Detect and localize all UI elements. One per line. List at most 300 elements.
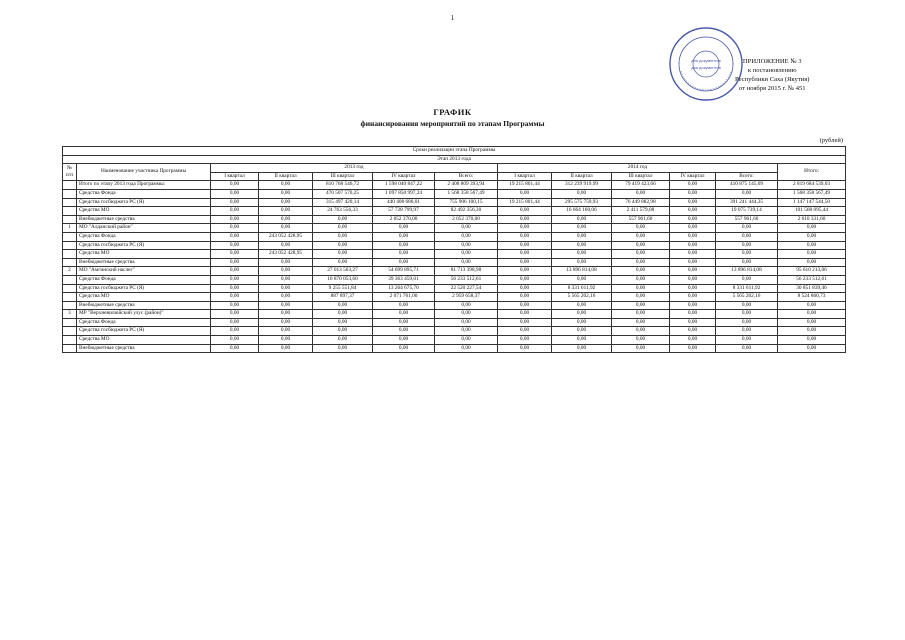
row-name-cell: Внебюджетные средства (77, 301, 211, 310)
value-cell: 0,00 (670, 318, 716, 327)
row-name-cell: Средства МО (77, 207, 211, 216)
value-cell: 810 768 546,72 (313, 181, 373, 190)
row-name-cell: Средства госбюджета РС (Я) (77, 241, 211, 250)
svg-text:для документов: для документов (691, 58, 721, 63)
value-cell: 0,00 (552, 318, 612, 327)
row-number-cell (63, 207, 77, 216)
value-cell: 0,00 (498, 241, 552, 250)
value-cell: 243 052 428,95 (259, 250, 313, 259)
table-row (63, 327, 846, 336)
value-cell: 13 896 814,08 (716, 267, 778, 276)
value-cell: 0,00 (313, 250, 373, 259)
value-cell: 0,00 (612, 189, 670, 198)
row-name-cell: МР "Верхневилюйский улус (район)" (77, 310, 211, 319)
value-cell: 0,00 (612, 336, 670, 345)
value-cell: 0,00 (552, 258, 612, 267)
row-number-cell (63, 301, 77, 310)
value-cell: 0,00 (259, 284, 313, 293)
value-cell: 0,00 (498, 215, 552, 224)
value-cell: 0,00 (612, 293, 670, 302)
value-cell: 0,00 (373, 250, 435, 259)
value-cell: 0,00 (552, 275, 612, 284)
value-cell: 0,00 (211, 293, 259, 302)
value-cell: 0,00 (259, 181, 313, 190)
value-cell: 470 507 570,25 (313, 189, 373, 198)
value-cell: 440 408 680,01 (373, 198, 435, 207)
value-cell: 0,00 (211, 241, 259, 250)
row-number-cell (63, 327, 77, 336)
value-cell: 0,00 (716, 344, 778, 353)
value-cell: 0,00 (211, 318, 259, 327)
header-cell: I квартал (211, 172, 259, 181)
value-cell: 0,00 (552, 241, 612, 250)
document-title: ГРАФИК (433, 107, 472, 117)
value-cell: 0,00 (435, 344, 498, 353)
row-number-cell (63, 344, 77, 353)
value-cell: 0,00 (716, 232, 778, 241)
value-cell: 0,00 (670, 284, 716, 293)
value-cell: 0,00 (435, 301, 498, 310)
row-name-cell: Средства Фонда (77, 232, 211, 241)
value-cell: 0,00 (373, 310, 435, 319)
value-cell: 39 363 459,01 (373, 275, 435, 284)
appendix-block (735, 57, 809, 93)
value-cell: 0,00 (211, 310, 259, 319)
value-cell: 0,00 (670, 327, 716, 336)
value-cell: 22 520 227,54 (435, 284, 498, 293)
value-cell: 82 492 356,30 (435, 207, 498, 216)
value-cell: 0,00 (612, 275, 670, 284)
row-name-cell: Внебюджетные средства (77, 258, 211, 267)
value-cell: 0,00 (313, 215, 373, 224)
appendix-line: от ноября 2015 г. № 451 (738, 85, 806, 92)
value-cell: 0,00 (435, 310, 498, 319)
value-cell: 0,00 (670, 189, 716, 198)
value-cell: 0,00 (373, 232, 435, 241)
table-row (63, 301, 846, 310)
value-cell: 8 331 611,92 (552, 284, 612, 293)
value-cell: 0,00 (313, 344, 373, 353)
value-cell: 2 052 370,00 (373, 215, 435, 224)
value-cell: 0,00 (612, 318, 670, 327)
row-number-cell (63, 198, 77, 207)
value-cell: 0,00 (373, 301, 435, 310)
value-cell: 95 610 213,06 (778, 267, 846, 276)
value-cell: 5 565 202,16 (716, 293, 778, 302)
value-cell: 0,00 (373, 318, 435, 327)
row-number-cell: 1 (63, 224, 77, 233)
value-cell: 0,00 (498, 344, 552, 353)
value-cell: 57 728 799,97 (373, 207, 435, 216)
value-cell: 0,00 (373, 241, 435, 250)
svg-text:для документов: для документов (691, 65, 721, 70)
value-cell: 0,00 (778, 310, 846, 319)
header-row (63, 164, 846, 173)
row-number-cell (63, 241, 77, 250)
value-cell: 0,00 (373, 344, 435, 353)
value-cell: 0,00 (498, 232, 552, 241)
value-cell: 0,00 (313, 327, 373, 336)
value-cell: 0,00 (670, 301, 716, 310)
value-cell: 0,00 (778, 327, 846, 336)
header-cell: Итого: (778, 164, 846, 181)
value-cell: 0,00 (373, 258, 435, 267)
value-cell: 0,00 (612, 250, 670, 259)
value-cell: 0,00 (778, 224, 846, 233)
value-cell: 0,00 (670, 224, 716, 233)
value-cell: 8 524 860,73 (778, 293, 846, 302)
table-row (63, 258, 846, 267)
official-seal-icon (667, 25, 745, 103)
value-cell: 0,00 (716, 310, 778, 319)
value-cell: 0,00 (498, 258, 552, 267)
row-name-cell: Средства Фонда (77, 189, 211, 198)
value-cell: 0,00 (670, 181, 716, 190)
value-cell: 0,00 (716, 241, 778, 250)
value-cell: 30 851 839,46 (778, 284, 846, 293)
value-cell: 1 598 040 847,22 (373, 181, 435, 190)
value-cell: 0,00 (435, 258, 498, 267)
value-cell: 0,00 (211, 258, 259, 267)
value-cell: 0,00 (778, 258, 846, 267)
value-cell: 0,00 (435, 327, 498, 336)
value-cell: 0,00 (373, 224, 435, 233)
value-cell: 0,00 (778, 336, 846, 345)
header-cell: Всего: (435, 172, 498, 181)
value-cell: 0,00 (552, 250, 612, 259)
value-cell: 0,00 (313, 318, 373, 327)
value-cell: 9 255 551,84 (313, 284, 373, 293)
value-cell: 0,00 (259, 215, 313, 224)
value-cell: 16 664 160,06 (552, 207, 612, 216)
value-cell: 0,00 (259, 258, 313, 267)
value-cell: 0,00 (211, 267, 259, 276)
value-cell: 0,00 (612, 267, 670, 276)
value-cell: 0,00 (211, 207, 259, 216)
value-cell: 0,00 (313, 301, 373, 310)
value-cell: 0,00 (435, 336, 498, 345)
row-number-cell (63, 189, 77, 198)
value-cell: 0,00 (211, 275, 259, 284)
value-cell: 0,00 (211, 189, 259, 198)
value-cell: 19 075 739,14 (716, 207, 778, 216)
row-number-cell (63, 318, 77, 327)
row-name-cell: Средства Фонда (77, 318, 211, 327)
value-cell: 0,00 (670, 215, 716, 224)
value-cell: 2 610 331,60 (778, 215, 846, 224)
value-cell: 54 699 895,71 (373, 267, 435, 276)
value-cell: 0,00 (612, 258, 670, 267)
value-cell: 0,00 (259, 275, 313, 284)
table-row (63, 275, 846, 284)
header-row (63, 155, 846, 164)
value-cell: 0,00 (498, 224, 552, 233)
header-cell: IV квартал (670, 172, 716, 181)
header-cell: № п/п (63, 164, 77, 181)
header-cell: 2013 год (211, 164, 498, 173)
value-cell: 0,00 (498, 189, 552, 198)
header-cell: II квартал (552, 172, 612, 181)
header-cell: Сроки реализации этапа Программы (63, 147, 846, 156)
value-cell: 0,00 (211, 250, 259, 259)
header-cell: Всего: (716, 172, 778, 181)
value-cell: 0,00 (435, 250, 498, 259)
appendix-line: Республики Саха (Якутия) (735, 76, 810, 83)
value-cell: 0,00 (716, 301, 778, 310)
value-cell: 0,00 (498, 293, 552, 302)
value-cell: 0,00 (259, 293, 313, 302)
appendix-line: к постановлению (747, 67, 797, 74)
value-cell: 0,00 (552, 232, 612, 241)
value-cell: 56 233 512,61 (778, 275, 846, 284)
value-cell: 0,00 (670, 258, 716, 267)
value-cell: 0,00 (259, 207, 313, 216)
value-cell: 0,00 (552, 189, 612, 198)
value-cell: 0,00 (612, 301, 670, 310)
value-cell: 0,00 (211, 215, 259, 224)
value-cell: 76 449 882,98 (612, 198, 670, 207)
value-cell: 0,00 (435, 224, 498, 233)
units-label: (рублей) (819, 137, 843, 144)
header-cell: II квартал (259, 172, 313, 181)
value-cell: 2 071 761,00 (373, 293, 435, 302)
header-cell: 2014 год (498, 164, 778, 173)
value-cell: 0,00 (211, 224, 259, 233)
value-cell: 0,00 (670, 344, 716, 353)
value-cell: 0,00 (259, 241, 313, 250)
financing-table (62, 146, 846, 353)
value-cell: 0,00 (612, 284, 670, 293)
value-cell: 2 052 370,00 (435, 215, 498, 224)
value-cell: 13 264 675,70 (373, 284, 435, 293)
value-cell: 0,00 (670, 250, 716, 259)
value-cell: 0,00 (435, 241, 498, 250)
value-cell: 0,00 (259, 267, 313, 276)
row-name-cell: Средства госбюджета РС (Я) (77, 327, 211, 336)
value-cell: 0,00 (259, 310, 313, 319)
table-row (63, 241, 846, 250)
value-cell: 19 215 801,44 (498, 181, 552, 190)
row-number-cell (63, 250, 77, 259)
value-cell: 1 568 358 567,49 (435, 189, 498, 198)
value-cell: 0,00 (211, 181, 259, 190)
row-name-cell: Средства МО (77, 336, 211, 345)
value-cell: 101 568 095,44 (778, 207, 846, 216)
value-cell: 312 239 919,99 (552, 181, 612, 190)
value-cell: 0,00 (716, 224, 778, 233)
value-cell: 0,00 (552, 215, 612, 224)
row-number-cell: 2 (63, 267, 77, 276)
value-cell: 243 052 428,95 (259, 232, 313, 241)
value-cell: 755 906 100,15 (435, 198, 498, 207)
value-cell: 0,00 (552, 310, 612, 319)
value-cell: 0,00 (259, 327, 313, 336)
value-cell: 0,00 (612, 310, 670, 319)
value-cell: 0,00 (498, 327, 552, 336)
value-cell: 0,00 (552, 301, 612, 310)
value-cell: 0,00 (313, 232, 373, 241)
value-cell: 0,00 (373, 327, 435, 336)
row-number-cell (63, 181, 77, 190)
value-cell: 0,00 (211, 232, 259, 241)
value-cell: 0,00 (552, 344, 612, 353)
row-name-cell: Средства госбюджета РС (Я) (77, 284, 211, 293)
value-cell: 0,00 (313, 241, 373, 250)
document-subtitle: финансирования мероприятий по этапам Программы (360, 119, 545, 128)
value-cell: 0,00 (716, 327, 778, 336)
value-cell: 19 215 801,44 (498, 198, 552, 207)
value-cell: 8 331 611,92 (716, 284, 778, 293)
value-cell: 557 961,60 (612, 215, 670, 224)
row-number-cell (63, 275, 77, 284)
value-cell: 0,00 (498, 250, 552, 259)
value-cell: 0,00 (612, 344, 670, 353)
header-cell: Этап 2013 года (63, 155, 846, 164)
table-row (63, 318, 846, 327)
value-cell: 0,00 (498, 267, 552, 276)
value-cell: 1 568 358 567,49 (778, 189, 846, 198)
value-cell: 0,00 (778, 241, 846, 250)
value-cell: 0,00 (498, 336, 552, 345)
table-row (63, 344, 846, 353)
value-cell: 0,00 (716, 275, 778, 284)
value-cell: 0,00 (670, 267, 716, 276)
value-cell: 0,00 (670, 275, 716, 284)
value-cell: 0,00 (435, 318, 498, 327)
row-name-cell: Внебюджетные средства (77, 215, 211, 224)
value-cell: 2 411 579,08 (612, 207, 670, 216)
table-row (63, 215, 846, 224)
row-name-cell: МО "Амгинский наслег" (77, 267, 211, 276)
value-cell: 24 763 556,33 (313, 207, 373, 216)
value-cell: 0,00 (716, 336, 778, 345)
value-cell: 0,00 (716, 250, 778, 259)
row-name-cell: Средства МО (77, 293, 211, 302)
table-row (63, 336, 846, 345)
page-number: 1 (450, 14, 455, 22)
table-row (63, 181, 846, 190)
value-cell: 0,00 (211, 198, 259, 207)
row-number-cell (63, 284, 77, 293)
value-cell: 0,00 (552, 224, 612, 233)
table-row (63, 224, 846, 233)
table-row (63, 310, 846, 319)
value-cell: 0,00 (716, 318, 778, 327)
table-row (63, 207, 846, 216)
value-cell: 56 233 512,61 (435, 275, 498, 284)
row-number-cell (63, 336, 77, 345)
value-cell: 0,00 (259, 301, 313, 310)
header-cell: IV квартал (373, 172, 435, 181)
value-cell: 0,00 (211, 344, 259, 353)
table-row (63, 293, 846, 302)
value-cell: 557 961,60 (716, 215, 778, 224)
value-cell: 2 408 809 393,94 (435, 181, 498, 190)
value-cell: 0,00 (259, 318, 313, 327)
value-cell: 0,00 (211, 336, 259, 345)
table-row (63, 267, 846, 276)
value-cell: 5 565 202,16 (552, 293, 612, 302)
value-cell: 0,00 (313, 224, 373, 233)
header-row (63, 147, 846, 156)
value-cell: 2 959 658,37 (435, 293, 498, 302)
row-name-cell: Итого по этапу 2013 года Программы: (77, 181, 211, 190)
value-cell: 81 713 398,98 (435, 267, 498, 276)
appendix-line: ПРИЛОЖЕНИЕ № 3 (742, 58, 802, 65)
value-cell: 79 419 423,66 (612, 181, 670, 190)
value-cell: 0,00 (211, 327, 259, 336)
row-number-cell (63, 215, 77, 224)
value-cell: 13 896 814,08 (552, 267, 612, 276)
value-cell: 0,00 (498, 284, 552, 293)
value-cell: 0,00 (259, 336, 313, 345)
value-cell: 0,00 (778, 318, 846, 327)
value-cell: 0,00 (778, 250, 846, 259)
value-cell: 0,00 (552, 336, 612, 345)
value-cell: 0,00 (612, 327, 670, 336)
table-row (63, 250, 846, 259)
value-cell: 2 819 684 539,03 (778, 181, 846, 190)
table-row (63, 232, 846, 241)
value-cell: 0,00 (670, 293, 716, 302)
value-cell: 27 013 503,27 (313, 267, 373, 276)
value-cell: 295 575 759,93 (552, 198, 612, 207)
value-cell: 0,00 (498, 207, 552, 216)
value-cell: 0,00 (670, 198, 716, 207)
table-row (63, 198, 846, 207)
value-cell: 0,00 (612, 224, 670, 233)
value-cell: 0,00 (259, 224, 313, 233)
value-cell: 0,00 (670, 310, 716, 319)
table-row (63, 284, 846, 293)
value-cell: 1 147 147 544,50 (778, 198, 846, 207)
row-number-cell (63, 258, 77, 267)
value-cell: 0,00 (552, 327, 612, 336)
value-cell: 0,00 (498, 310, 552, 319)
value-cell: 391 241 444,35 (716, 198, 778, 207)
row-name-cell: МО "Алданский район" (77, 224, 211, 233)
value-cell: 0,00 (313, 258, 373, 267)
header-cell: I квартал (498, 172, 552, 181)
value-cell: 0,00 (313, 336, 373, 345)
value-cell: 0,00 (498, 301, 552, 310)
value-cell: 0,00 (373, 336, 435, 345)
row-name-cell: Средства МО (77, 250, 211, 259)
value-cell: 0,00 (259, 344, 313, 353)
row-number-cell: 3 (63, 310, 77, 319)
row-name-cell: Внебюджетные средства (77, 344, 211, 353)
row-number-cell (63, 232, 77, 241)
value-cell: 0,00 (670, 336, 716, 345)
header-cell: Наименование участника Программы (77, 164, 211, 181)
table-row (63, 189, 846, 198)
value-cell: 0,00 (778, 301, 846, 310)
value-cell: 0,00 (435, 232, 498, 241)
value-cell: 0,00 (716, 189, 778, 198)
row-name-cell: Средства Фонда (77, 275, 211, 284)
value-cell: 0,00 (670, 232, 716, 241)
value-cell: 1 097 850 997,24 (373, 189, 435, 198)
value-cell: 0,00 (670, 207, 716, 216)
row-name-cell: Средства госбюджета РС (Я) (77, 198, 211, 207)
value-cell: 0,00 (612, 232, 670, 241)
value-cell: 0,00 (498, 318, 552, 327)
value-cell: 0,00 (778, 232, 846, 241)
value-cell: 0,00 (716, 258, 778, 267)
value-cell: 16 870 053,60 (313, 275, 373, 284)
value-cell: 410 875 145,09 (716, 181, 778, 190)
value-cell: 0,00 (259, 189, 313, 198)
